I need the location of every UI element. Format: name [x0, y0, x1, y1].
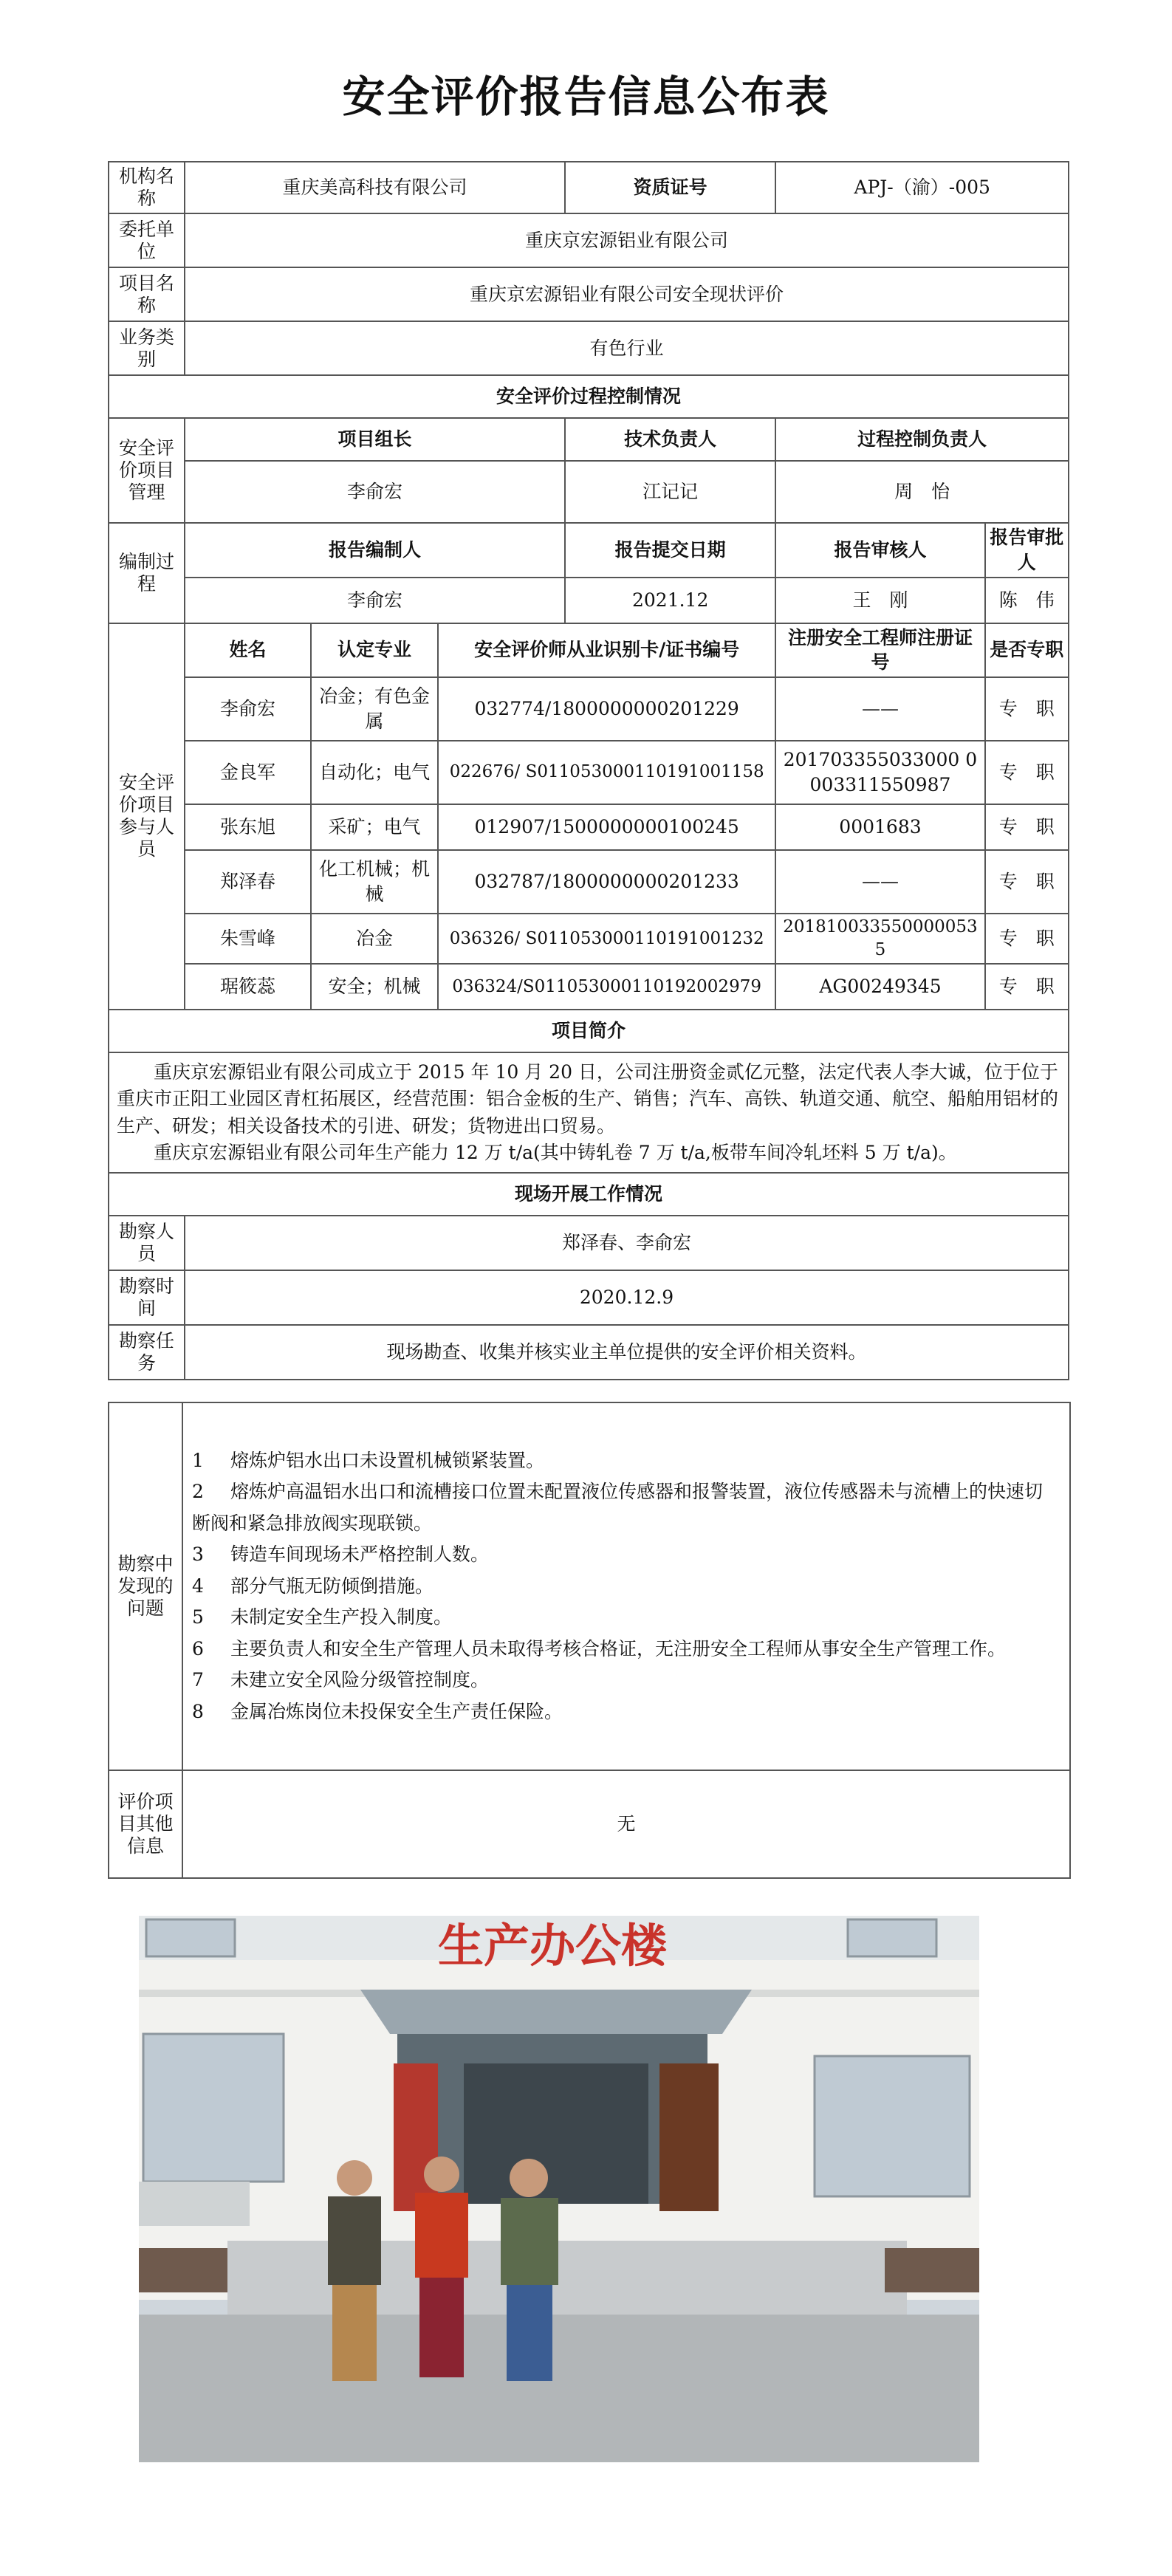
- problems-table: [108, 1402, 1071, 1879]
- participant-card: 036324/S011053000110192002979: [438, 964, 775, 1010]
- site-photo: [139, 1916, 979, 2462]
- other-label: 评价项目其他信息: [109, 1770, 182, 1878]
- cert-label: 资质证号: [565, 162, 775, 213]
- participant-fulltime: 专 职: [985, 850, 1069, 914]
- problem-item: 3 铸造车间现场未严格控制人数。: [192, 1544, 490, 1566]
- compile-header: 报告提交日期: [565, 523, 775, 578]
- problem-item: 8 金属冶炼岗位未投保安全生产责任保险。: [192, 1700, 563, 1722]
- management-label: 安全评价项目管理: [109, 418, 185, 523]
- site-staff-value: 郑泽春、李俞宏: [185, 1216, 1069, 1270]
- participant-fulltime: 专 职: [985, 804, 1069, 850]
- participant-name: 朱雪峰: [185, 914, 311, 964]
- project-label: 项目名称: [109, 267, 185, 321]
- process-header: 安全评价过程控制情况: [109, 375, 1069, 418]
- participant-name: 李俞宏: [185, 677, 311, 741]
- participant-card: 032774/1800000000201229: [438, 677, 775, 741]
- participants-label: 安全评价项目参与人员: [109, 623, 185, 1010]
- participants-header: 姓名: [185, 623, 311, 678]
- business-value: 有色行业: [185, 321, 1069, 375]
- intro-text: [109, 1052, 1069, 1173]
- participant-fulltime: 专 职: [985, 677, 1069, 741]
- problem-item: 7 未建立安全风险分级管控制度。: [192, 1669, 490, 1691]
- intro-paragraph: 重庆京宏源铝业有限公司年生产能力 12 万 t/a(其中铸轧卷 7 万 t/a,板带车间冷轧坯料 5 万 t/a)。: [154, 1141, 957, 1163]
- compile-value: 李俞宏: [185, 578, 565, 623]
- project-value: 重庆京宏源铝业有限公司安全现状评价: [185, 267, 1069, 321]
- client-label: 委托单位: [109, 213, 185, 267]
- problem-item: 6 主要负责人和安全生产管理人员未取得考核合格证，无注册安全工程师从事安全生产管理工作。: [192, 1637, 1007, 1659]
- site-time-value: 2020.12.9: [185, 1270, 1069, 1325]
- org-label: 机构名称: [109, 162, 185, 213]
- problem-item: 5 未制定安全生产投入制度。: [192, 1606, 453, 1628]
- problem-item: 4 部分气瓶无防倾倒措施。: [192, 1575, 434, 1597]
- business-label: 业务类别: [109, 321, 185, 375]
- building-sign: 生产办公楼: [437, 1919, 668, 1973]
- participant-name: 金良军: [185, 741, 311, 804]
- site-task-value: 现场勘查、收集并核实业主单位提供的安全评价相关资料。: [185, 1325, 1069, 1380]
- problems-label: 勘察中发现的问题: [109, 1402, 182, 1770]
- participant-card: 036326/ S011053000110191001232: [438, 914, 775, 964]
- participant-fulltime: 专 职: [985, 964, 1069, 1010]
- site-task-label: 勘察任务: [109, 1325, 185, 1380]
- cert-value: APJ-（渝）-005: [775, 162, 1069, 213]
- participant-name: 张东旭: [185, 804, 311, 850]
- participant-reg: ——: [775, 850, 984, 914]
- participant-fulltime: 专 职: [985, 741, 1069, 804]
- intro-paragraph: 重庆京宏源铝业有限公司成立于 2015 年 10 月 20 日，公司注册资金贰亿元整，法定代表人李大诚，位于位于重庆市正阳工业园区青杠拓展区，经营范围：铝合金板的生产、销售；汽车、高铁、轨道交通、航空、船舶用铝材的生产、研发；相关设备技术的引进、研发；货物进出口贸易。: [117, 1061, 1059, 1137]
- participant-major: 冶金: [311, 914, 438, 964]
- intro-header: 项目简介: [109, 1010, 1069, 1052]
- management-header: 技术负责人: [565, 418, 775, 461]
- other-value: 无: [182, 1770, 1070, 1878]
- problem-item: 2 熔炼炉高温铝水出口和流槽接口位置未配置液位传感器和报警装置，液位传感器未与流槽上的快速切断阀和紧急排放阀实现联锁。: [192, 1481, 1044, 1534]
- participant-card: 012907/1500000000100245: [438, 804, 775, 850]
- management-value: 江记记: [565, 461, 775, 523]
- compile-value: 2021.12: [565, 578, 775, 623]
- site-header: 现场开展工作情况: [109, 1173, 1069, 1216]
- compile-header: 报告审核人: [775, 523, 984, 578]
- management-header: 项目组长: [185, 418, 565, 461]
- compile-header: 报告编制人: [185, 523, 565, 578]
- participant-reg: 0001683: [775, 804, 984, 850]
- site-staff-label: 勘察人员: [109, 1216, 185, 1270]
- participants-header: 是否专职: [985, 623, 1069, 678]
- participant-major: 冶金；有色金属: [311, 677, 438, 741]
- participant-reg: 2018100335500000535: [775, 914, 984, 964]
- compile-value: 陈 伟: [985, 578, 1069, 623]
- participant-major: 化工机械；机械: [311, 850, 438, 914]
- participant-major: 自动化；电气: [311, 741, 438, 804]
- participant-major: 安全；机械: [311, 964, 438, 1010]
- participant-name: 琚筱蕊: [185, 964, 311, 1010]
- participant-name: 郑泽春: [185, 850, 311, 914]
- participant-card: 032787/1800000000201233: [438, 850, 775, 914]
- compile-label: 编制过程: [109, 523, 185, 623]
- compile-header: 报告审批人: [985, 523, 1069, 578]
- management-value: 李俞宏: [185, 461, 565, 523]
- page-title: 安全评价报告信息公布表: [342, 72, 830, 122]
- participant-major: 采矿；电气: [311, 804, 438, 850]
- participants-header: 注册安全工程师注册证号: [775, 623, 984, 678]
- site-time-label: 勘察时间: [109, 1270, 185, 1325]
- participant-reg: AG00249345: [775, 964, 984, 1010]
- participant-reg: 201703355033000 0003311550987: [775, 741, 984, 804]
- client-value: 重庆京宏源铝业有限公司: [185, 213, 1069, 267]
- info-table: [108, 161, 1069, 1380]
- org-value: 重庆美高科技有限公司: [185, 162, 565, 213]
- participants-header: 安全评价师从业识别卡/证书编号: [438, 623, 775, 678]
- problem-item: 1 熔炼炉铝水出口未设置机械锁紧装置。: [192, 1449, 545, 1471]
- participant-fulltime: 专 职: [985, 914, 1069, 964]
- management-header: 过程控制负责人: [775, 418, 1069, 461]
- management-value: 周 怡: [775, 461, 1069, 523]
- problems-list: [182, 1402, 1070, 1770]
- participant-card: 022676/ S011053000110191001158: [438, 741, 775, 804]
- compile-value: 王 刚: [775, 578, 984, 623]
- participants-header: 认定专业: [311, 623, 438, 678]
- participant-reg: ——: [775, 677, 984, 741]
